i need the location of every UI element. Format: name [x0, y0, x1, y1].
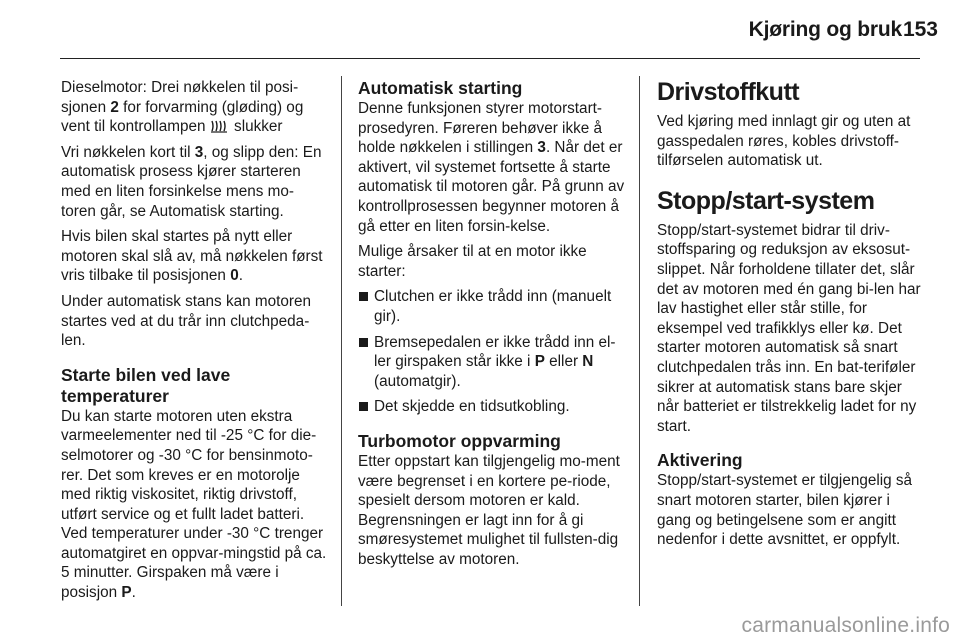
- page-number: 153: [902, 18, 938, 41]
- column-2: [358, 78, 630, 575]
- column-1: [61, 78, 327, 609]
- bullet-icon: [359, 292, 368, 301]
- paragraph-restart: Hvis bilen skal startes på nytt eller motoren skal slå av, må nøkkelen først vris tilbake til posisjonen 0.: [61, 228, 323, 285]
- watermark: carmanualsonline.info: [741, 614, 950, 637]
- heading-stop-start: Stopp/start-system: [657, 186, 875, 215]
- paragraph-clutch: Under automatisk stans kan motoren startes ved at du trår inn clutchpeda-len.: [61, 292, 311, 350]
- bullet-icon: [359, 338, 368, 347]
- causes-list: [358, 287, 630, 417]
- list-item: Det skjedde en tidsutkobling.: [358, 397, 630, 417]
- paragraph-cold-start: Du kan starte motoren uten ekstra varmeelementer ned til -25 °C for die-selmotorer og -30 °C for bensinmoto-rer. Det som kreves er en motorolje med riktig viskositet, riktig drivstoff, utført service og et fullt ladet batteri. Ved temperaturer under -30 °C trenger automatgiret en oppvar-mingstid på ca. 5 minutter. Girspaken må være i posisjon P.: [61, 407, 327, 602]
- paragraph-diesel-preheat: Dieselmotor: Drei nøkkelen til posi-sjonen 2 for forvarming (gløding) og vent til kontrollampen slukker: [61, 79, 304, 136]
- list-item: Clutchen er ikke trådd inn (manuelt gir).: [358, 287, 630, 326]
- paragraph-causes: Mulige årsaker til at en motor ikke starter:: [358, 243, 587, 280]
- list-item: Bremsepedalen er ikke trådd inn el-ler girspaken står ikke i P eller N (automatgir).: [358, 333, 630, 392]
- paragraph-turbo-warmup: Etter oppstart kan tilgjengelig mo-ment være begrenset i en kortere pe-riode, spesielt dersom motoren er kald. Begrensningen er lagt inn for å gi smøresystemet mulighet til fullsten-dig beskyttelse av motoren.: [358, 452, 620, 568]
- heading-turbo-warmup: Turbomotor oppvarming: [358, 430, 561, 451]
- paragraph-activation: Stopp/start-systemet er tilgjengelig så snart motoren starter, bilen kjører i gang og betingelsene som er angitt nedenfor i dette avsnittet, er oppfylt.: [657, 472, 913, 549]
- paragraph-auto-start: Denne funksjonen styrer motorstart-prosedyren. Føreren behøver ikke å holde nøkkelen i stillingen 3. Når det er aktivert, vil systemet fortsette å starte automatisk til motoren går. På grunn av kontrollprosessen begynner motoren å gå etter en liten forsin-kelse.: [358, 100, 625, 235]
- glow-plug-icon: [210, 119, 230, 133]
- column-divider-2: [639, 76, 640, 606]
- header-rule: [60, 58, 920, 59]
- chapter-title: Kjøring og bruk: [748, 18, 902, 41]
- paragraph-turn-key: Vri nøkkelen kort til 3, og slipp den: En automatisk prosess kjører starteren med en liten forsinkelse mens mo-toren går, se Automatisk starting.: [61, 143, 322, 220]
- bullet-icon: [359, 402, 368, 411]
- heading-auto-start: Automatisk starting: [358, 78, 523, 98]
- page-header: [0, 0, 960, 58]
- paragraph-fuel-cut: Ved kjøring med innlagt gir og uten at gasspedalen røres, kobles drivstoff-tilførselen automatisk ut.: [657, 113, 911, 170]
- heading-activation: Aktivering: [657, 450, 743, 471]
- paragraph-stop-start: Stopp/start-systemet bidrar til driv-stoffsparing og reduksjon av eksosut-slippet. Når forholdene tillater det, slår det av motoren med én gang bi-len har lav hastighet eller står stille, for eksempel ved trafikklys eller kø. Det starter motoren automatisk så snart clutchpedalen trås inn. En bat-teriføler sikrer at automatisk stans bare skjer når batteriet er tilstrekkelig ladet for ny start.: [657, 221, 921, 435]
- column-3: [657, 78, 923, 556]
- heading-cold-start: Starte bilen ved lave temperaturer: [61, 364, 231, 406]
- heading-fuel-cut: Drivstoffkutt: [657, 78, 800, 106]
- column-divider-1: [341, 76, 342, 606]
